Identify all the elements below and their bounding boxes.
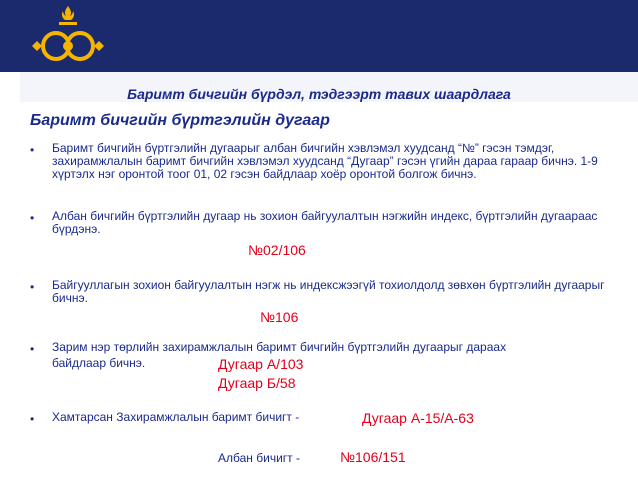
bullet-text-5: Хамтарсан Захирамжлалын баримт бичигт - — [52, 410, 300, 424]
bullet-text-2: Албан бичгийн бүртгэлийн дугаар нь зохион байгуулалтын нэгжийн индекс, бүртгэлийн дугаараас бүрдэнэ. — [52, 209, 598, 236]
slide-title: Баримт бичгийн бүрдэл, тэдгээрт тавих шаардлага — [127, 86, 511, 102]
example-registration-number: №106 — [260, 309, 299, 325]
section-title: Баримт бичгийн бүртгэлийн дугаар — [30, 112, 330, 129]
footer-example-label: Албан бичигт - — [218, 451, 300, 465]
logo-icon — [28, 4, 108, 68]
bullet-text-4-line1: Зарим нэр төрлийн захирамжлалын баримт бичгийн бүртгэлийн дугаарыг дараах — [52, 340, 507, 354]
bullet-symbol-5: • — [30, 412, 35, 426]
bullet-text-1: Баримт бичгийн бүртгэлийн дугаарыг албан бичгийн хэвлэмэл хуудсанд “№” гэсэн тэмдэг, захирамжлалын баримт бичгийн хэвлэмэл хуудсанд “Дугаар” гэсэн үгийн дараа гараар бичнэ. 1-9 хүртэлх нэг оронтой тоог 01, 02 гэсэн байдлаар хоёр оронтой болгож бичнэ. — [52, 141, 598, 181]
bullet-symbol-4: • — [30, 342, 35, 356]
bullet-symbol-1: • — [30, 143, 35, 157]
header-bar — [0, 0, 638, 72]
bullet-text-3: Байгууллагын зохион байгуулалтын нэгж нь индексжээгүй тохиолдолд зөвхөн бүртгэлийн дугаарыг бичнэ. — [52, 278, 605, 305]
example-joint-order: Дугаар А-15/А-63 — [362, 410, 474, 426]
bullet-symbol-3: • — [30, 280, 35, 294]
footer-example-value: №106/151 — [340, 449, 406, 465]
example-index-number: №02/106 — [248, 242, 306, 258]
bullet-symbol-2: • — [30, 211, 35, 225]
example-order-b: Дугаар Б/58 — [218, 375, 296, 391]
example-order-a: Дугаар А/103 — [218, 356, 304, 372]
bullet-text-4-line2: байдлаар бичнэ. — [52, 356, 146, 370]
